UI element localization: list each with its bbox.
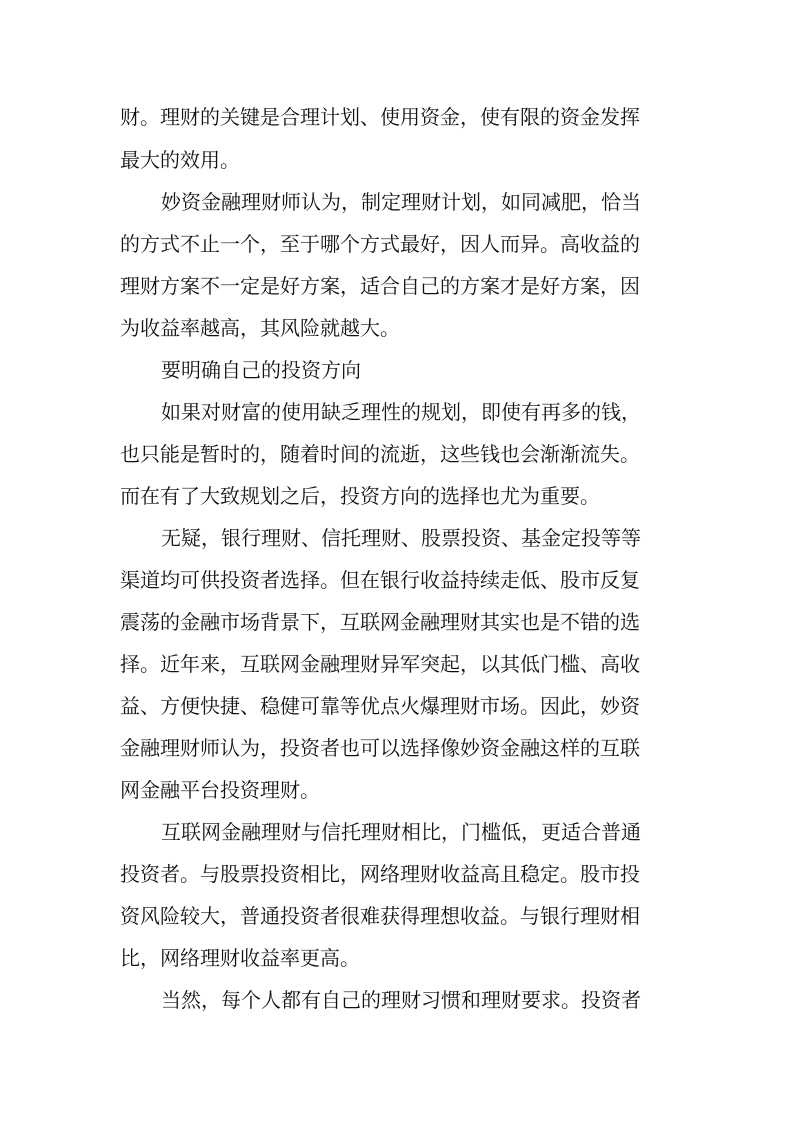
text-line: 择。近年来，互联网金融理财异军突起，以其低门槛、高收 — [120, 652, 640, 676]
text-line: 益、方便快捷、稳健可靠等优点火爆理财市场。因此，妙资 — [120, 694, 640, 718]
section-heading: 要明确自己的投资方向 — [161, 358, 361, 382]
text-line: 为收益率越高，其风险就越大。 — [120, 316, 400, 340]
text-line: 网金融平台投资理财。 — [120, 778, 320, 802]
text-line: 比，网络理财收益率更高。 — [120, 946, 360, 970]
text-line: 资风险较大，普通投资者很难获得理想收益。与银行理财相 — [120, 904, 640, 928]
text-line: 金融理财师认为，投资者也可以选择像妙资金融这样的互联 — [120, 736, 640, 760]
text-line: 渠道均可供投资者选择。但在银行收益持续走低、股市反复 — [120, 568, 640, 592]
text-line: 互联网金融理财与信托理财相比，门槛低，更适合普通 — [161, 820, 641, 844]
text-line: 的方式不止一个，至于哪个方式最好，因人而异。高收益的 — [120, 232, 640, 256]
text-line: 也只能是暂时的，随着时间的流逝，这些钱也会渐渐流失。 — [120, 442, 640, 466]
text-line: 震荡的金融市场背景下，互联网金融理财其实也是不错的选 — [120, 610, 640, 634]
text-line: 财。理财的关键是合理计划、使用资金，使有限的资金发挥 — [120, 105, 640, 129]
text-line: 理财方案不一定是好方案，适合自己的方案才是好方案，因 — [120, 274, 640, 298]
text-line: 投资者。与股票投资相比，网络理财收益高且稳定。股市投 — [120, 862, 640, 886]
text-line: 妙资金融理财师认为，制定理财计划，如同减肥，恰当 — [161, 190, 641, 214]
text-line: 而在有了大致规划之后，投资方向的选择也尤为重要。 — [120, 484, 600, 508]
text-line: 当然，每个人都有自己的理财习惯和理财要求。投资者 — [161, 988, 641, 1012]
text-line: 如果对财富的使用缺乏理性的规划，即使有再多的钱， — [161, 400, 641, 424]
text-line: 最大的效用。 — [120, 148, 240, 172]
text-line: 无疑，银行理财、信托理财、股票投资、基金定投等等 — [161, 526, 641, 550]
